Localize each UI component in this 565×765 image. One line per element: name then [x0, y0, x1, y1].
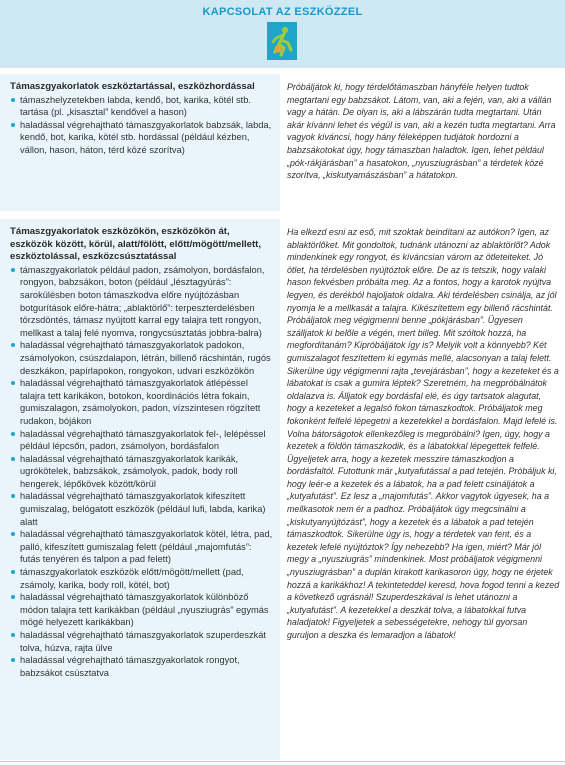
row2-bullet: haladással végrehajtható támaszgyakorlatok karikák, ugrókötelek, babzsákok, zsámolyok, padok, body roll hengerek, lépőkövek között/körül	[10, 453, 274, 491]
row1-right-cell	[282, 74, 565, 211]
row2-bullet: haladással végrehajtható támaszgyakorlatok padokon, zsámolyokon, csúszdalapon, létrán, billenő rácshintán, rugós deszkákon, papírlapokon, rongyokon, udvari eszközökön	[10, 339, 274, 377]
row2-bullet: haladással végrehajtható támaszgyakorlatok különböző módon talajra tett karikákban (például „nyusziugrás” egymás mögé helyezett karikákban)	[10, 591, 274, 629]
row1-title: Támaszgyakorlatok eszköztartással, eszközhordással	[10, 81, 255, 92]
bottom-divider	[0, 761, 565, 762]
row2-bullet: haladással végrehajtható támaszgyakorlatok kifeszített gumiszalag, belógatott eszközök (például lufi, labda, karika) alatt	[10, 490, 274, 528]
row2-bullet: haladással végrehajtható támaszgyakorlatok rongyot, babzsákot csúsztatva	[10, 654, 274, 679]
header-title: KAPCSOLAT AZ ESZKÖZZEL	[202, 6, 363, 18]
row2-bullet-list	[10, 264, 274, 680]
row1-bullet: haladással végrehajtható támaszgyakorlatok babzsák, labda, kendő, bot, karika, kötél stb. hordással (például kézben, vállon, hason, háton, térd közé szorítva)	[10, 119, 274, 157]
row2-right-cell	[282, 219, 565, 760]
row1-left-cell	[0, 74, 280, 211]
row2-bullet: támaszgyakorlatok például padon, zsámolyon, bordásfalon, rongyon, babzsákon, boton (például „lésztagyúrás”: sarokülésben boton támaszkodva előre nyújtózásban botgurítások előre-hátra; „ablaktörlő”: terpeszterdelésben törzsdöntés, támasz nyújtott karral egy talajra tett rongyon, mellkast a talaj felé nyomva, rongycsúsztatás jobbra-balra)	[10, 264, 274, 340]
row1-bullet-list	[10, 94, 274, 157]
row2-bullet: haladással végrehajtható támaszgyakorlatok kötél, létra, pad, palló, kifeszített gumiszalag felett (például „majomfutás”: futás tenyéren és talpon a pad felett)	[10, 528, 274, 566]
row1-text: Próbáljátok ki, hogy térdelőtámaszban hányféle helyen tudtok megtartani egy babzsákot. Látom, van, aki a fején, van, aki a vállán vagy a hátán. De olyan is, aki a lábszárán tudta megtartani. Után akár kívánni lehet és végül is van, aki a kezén tudta megtartani. Arra vagyok kíváncsi, hogy hány féleképpen tudjátok hordozni a babzsákotokat úgy, hogy támaszban haladtok. Igen, lehet például „pók-rákjárásban” a hasatokon, „nyusziugrásban” a térdetek közé szorítva, „kiskutyamászásban” a hátatokon.	[287, 82, 556, 181]
figure-with-ball-icon	[267, 22, 297, 60]
row2-title: Támaszgyakorlatok eszközökön, eszközökön át, eszközök között, körül, alatt/fölött, előtt/mögött/mellett, eszköztolással, eszközcsúsztatással	[10, 226, 262, 263]
figure-with-ball-svg	[267, 22, 297, 60]
row-spacer	[0, 211, 565, 219]
row2-bullet: haladással végrehajtható támaszgyakorlatok szuperdeszkát tolva, húzva, rajta ülve	[10, 629, 274, 654]
row2-left-cell	[0, 219, 280, 760]
row1-bullet: támaszhelyzetekben labda, kendő, bot, karika, kötél stb. tartása (pl. „kisasztal” kendővel a hason)	[10, 94, 274, 119]
row2-bullet: haladással végrehajtható támaszgyakorlatok fel-, lelépéssel például lépcsőn, padon, zsámolyon, bordásfalon	[10, 428, 274, 453]
row2-bullet: támaszgyakorlatok eszközök előtt/mögött/mellett (pad, zsámoly, karika, body roll, kötél, bot)	[10, 566, 274, 591]
row2-text: Ha elkezd esni az eső, mit szoktak beindítani az autókon? Igen, az ablaktörlőket. Mit gondoltok, tudnánk utánozni az ablaktörlőt? Adok mindenkinek egy rongyot, és kíváncsian várom az ötleteiteket. Jó ötlet, ha térdelésben nyújtóztok előre. De az is tetszik, hogy valaki hason fekvésben próbálta meg. Az a fontos, hogy a karotok nyújtva legyen, és derékból hajoljatok oldalra. Aki térdelésben csinálja, az jól nyomja le a mellkasát a talajra. Kikészítettem egy billenő rácshintát. Próbáljatok meg végigmenni benne „pókjárásban”. Ügyesen szálljatok ki belőle a végén, mert billeg. Mit szóltok hozzá, ha megfordítanám? Kipróbáljátok így is? Melyik volt a könnyebb? Két gumiszalagot feszítettem ki egymás mellé, alacsonyan a talaj felett. Sikerülne úgy végigmenni rajta „tevejárásban”, hogy a kezeteket és a lábatokat is csak a gumira léptek? Szeretném, ha megpróbálnátok oldalazva is. Álljatok egy bordásfal elé, és úgy tartsatok alagutat, hogy a kezeteket a legalsó fokon támaszkodtok. Próbáljatok meg fokonként felfelé lépegetni a kezetekkel a bordásfalon. Majd lefelé is. Volna bátorságotok ellenkezőleg is megpróbálni? Igen, úgy, hogy a kezetek a földön támaszkodik, és a lábatokkal lépegettek felfelé. Ügyeljetek arra, hogy a kezetek messzire támaszkodjon a bordásfaltól. Futottunk már „kutyafutással a pad tetején. Próbáljuk ki, hogy leér-e a kezetek és a lábatok, ha a pad felett csináljátok a „kutyafutást”. Ez lesz a „majomfutás”. Akkor vagytok ügyesek, ha a mellkasotok nem ér a padhoz. Próbáljátok úgy megcsinálni a „kiskutyanyújtózást”, hogy a kezetek és a lábatok a pad tetején támaszkodtok. Sikerülne úgy is, hogy a térdetek van fent, és a kezetek lefelé nyújtóztok? Így nehezebb? Ha igen, miért? Már jól megy a „nyusziugrás” mindenkinek. Most próbáljatok végigmenni „nyusziugrásban” a duplán kirakott karikasoron úgy, hogy ne érjetek hozzá a karikákhoz! A tekinteteddel keresd, hova fogod tenni a kezed a következő ugrásnál! Szuperdeszkával is lehet utánozni a „kutyafutást”. A kezetekkel a deszkát tolva, a lábatokkal futva haladjatok! Figyeljetek a sebességetekre, nehogy túl gyorsan guruljon a deszka és lemaradjon a lábatok!	[287, 227, 560, 640]
section-header	[0, 0, 565, 68]
row2-bullet: haladással végrehajtható támaszgyakorlatok átlépéssel talajra tett karikákon, botokon, koordinációs létra fokain, gumiszalagon, zsámolyokon, padon, vízszintesen rögzített rudakon, bójákon	[10, 377, 274, 427]
